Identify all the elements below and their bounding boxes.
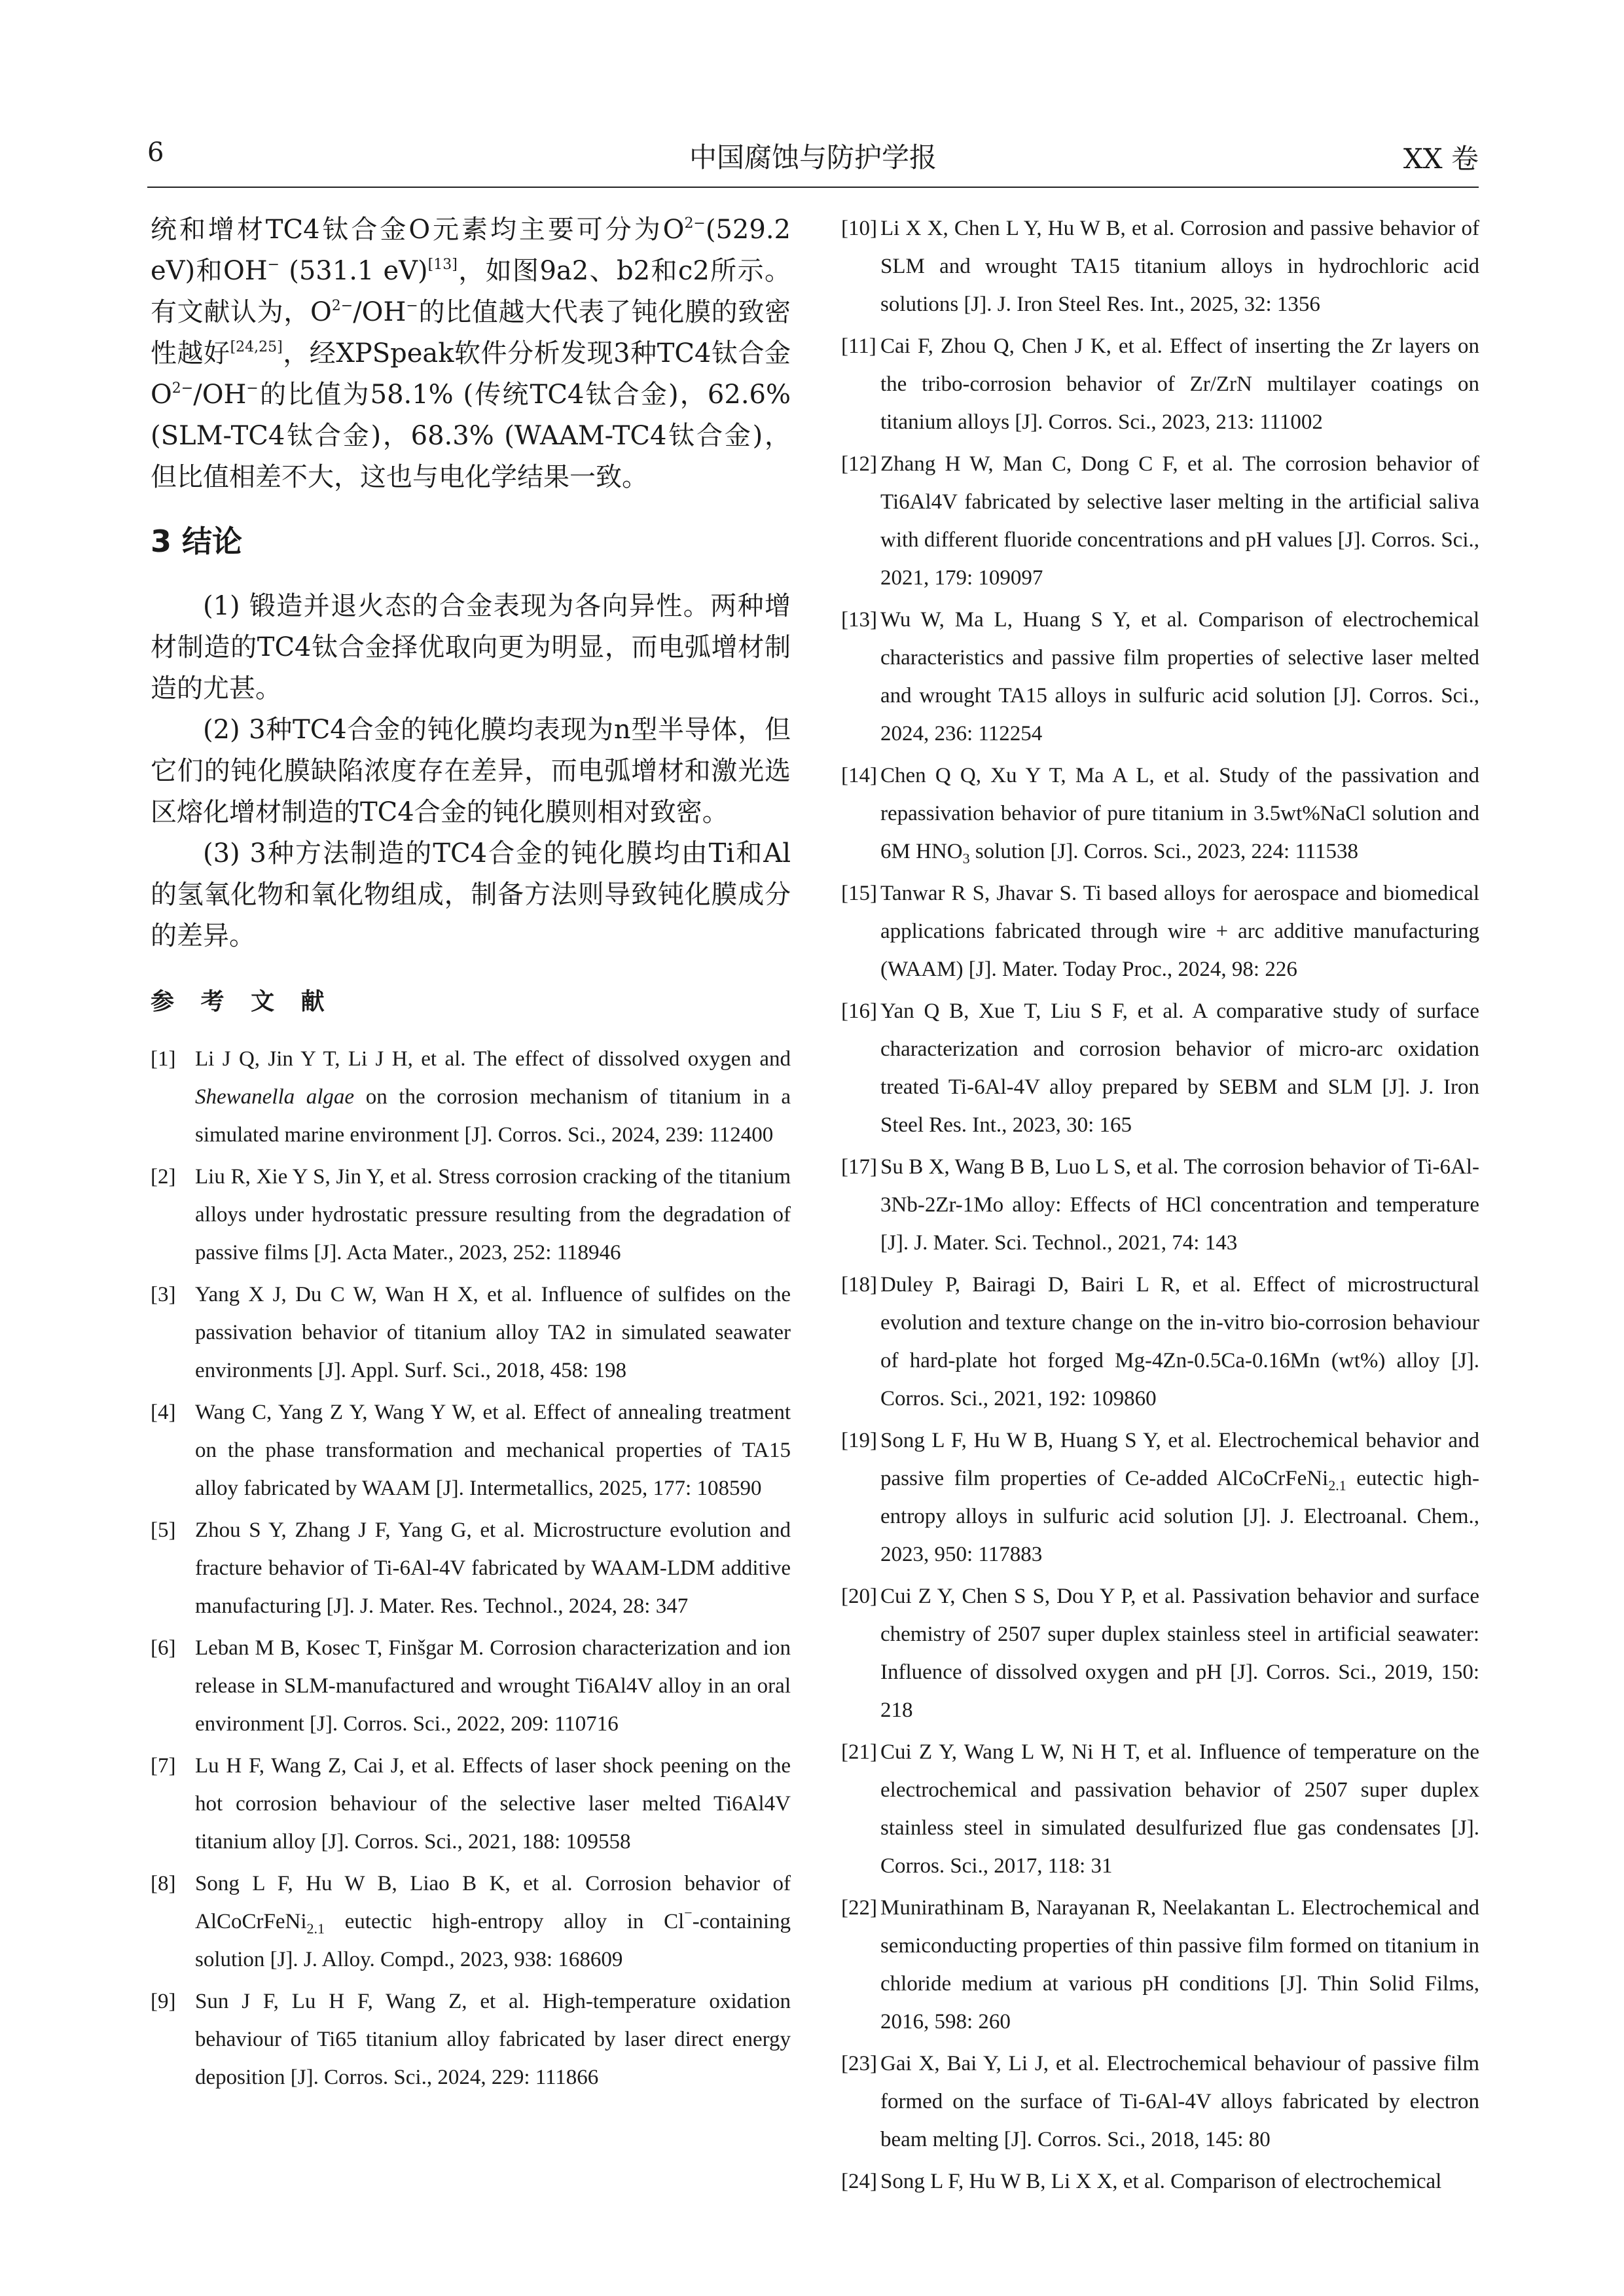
reference-item: [21] Cui Z Y, Wang L W, Ni H T, et al. Influence of temperature on the electrochemical and passivation behavior of 2507 super duplex stainless steel in simulated desulfurized flue gas condensates [J]. Corros. Sci., 2017, 118: 31 [841,1740,1479,1878]
reference-item: [3] Yang X J, Du C W, Wan H X, et al. Influence of sulfides on the passivation behavior of titanium alloy TA2 in simulated seawater environments [J]. Appl. Surf. Sci., 2018, 458: 198 [151,1283,791,1382]
reference-item: [12] Zhang H W, Man C, Dong C F, et al. The corrosion behavior of Ti6Al4V fabricated by selective laser melting in the artificial saliva with different fluoride concentrations and pH values [J]. Corros. Sci., 2021, 179: 109097 [841,452,1479,590]
reference-item: [10] Li X X, Chen L Y, Hu W B, et al. Corrosion and passive behavior of SLM and wrought TA15 titanium alloys in hydrochloric acid solutions [J]. J. Iron Steel Res. Int., 2025, 32: 1356 [841,217,1479,316]
right-column [841,209,1479,2204]
reference-item: [4] Wang C, Yang Z Y, Wang Y W, et al. Effect of annealing treatment on the phase transformation and mechanical properties of TA15 alloy fabricated by WAAM [J]. Intermetallics, 2025, 177: 108590 [151,1401,791,1500]
header-rule [147,187,1479,188]
reference-item: [7] Lu H F, Wang Z, Cai J, et al. Effects of laser shock peening on the hot corrosion behaviour of the selective laser melted Ti6Al4V titanium alloy [J]. Corros. Sci., 2021, 188: 109558 [151,1754,791,1854]
left-column [151,209,791,2100]
reference-item: [17] Su B X, Wang B B, Luo L S, et al. The corrosion behavior of Ti-6Al-3Nb-2Zr-1Mo alloy: Effects of HCl concentration and temperature [J]. J. Mater. Sci. Technol., 2021, 74: 143 [841,1155,1479,1255]
section-title: 3 结论 [151,524,243,559]
reference-item: [2] Liu R, Xie Y S, Jin Y, et al. Stress corrosion cracking of the titanium alloys under hydrostatic pressure resulting from the degradation of passive films [J]. Acta Mater., 2023, 252: 118946 [151,1165,791,1265]
reference-item: [5] Zhou S Y, Zhang J F, Yang G, et al. Microstructure evolution and fracture behavior of Ti-6Al-4V fabricated by WAAM-LDM additive manufacturing [J]. J. Mater. Res. Technol., 2024, 28: 347 [151,1518,791,1618]
reference-item: [24] Song L F, Hu W B, Li X X, et al. Comparison of electrochemical [841,2170,1442,2193]
page-header [147,131,1479,183]
page-number: 6 [147,137,164,168]
reference-item: [19] Song L F, Hu W B, Huang S Y, et al. Electrochemical behavior and passive film properties of Ce-added AlCoCrFeNi$_{2.1}$ eutectic high-entropy alloys in sulfuric acid solution [J]. J. Electroanal. Chem., 2023, 950: 117883 [841,1429,1479,1566]
conclusion-item: (2) 3种TC4合金的钝化膜均表现为n型半导体，但它们的钝化膜缺陷浓度存在差异，而电弧增材和激光选区熔化增材制造的TC4合金的钝化膜则相对致密。 [151,715,791,827]
reference-item: [23] Gai X, Bai Y, Li J, et al. Electrochemical behaviour of passive film formed on the surface of Ti-6Al-4V alloys fabricated by electron beam melting [J]. Corros. Sci., 2018, 145: 80 [841,2052,1479,2151]
reference-item: [15] Tanwar R S, Jhavar S. Ti based alloys for aerospace and biomedical applications fabricated through wire + arc additive manufacturing (WAAM) [J]. Mater. Today Proc., 2024, 98: 226 [841,882,1479,981]
reference-item: [9] Sun J F, Lu H F, Wang Z, et al. High-temperature oxidation behaviour of Ti65 titanium alloy fabricated by laser direct energy deposition [J]. Corros. Sci., 2024, 229: 111866 [151,1990,791,2089]
body-paragraph-xps: 统和增材TC4钛合金O元素均主要可分为$O^{2-}(529.2$ eV)和OH− (531.1 eV)[13]，如图9a2、b2和c2所示。有文献认为，$O^{2-}/OH^-$的比值越大代表了钝化膜的致密性越好[24,25]，经XPSpeak软件分析发现3种TC4钛合金$O^{2-}/OH^-$的比值为58.1% (传统TC4钛合金)，62.6% (SLM-TC4钛合金)，68.3% (WAAM-TC4钛合金)，但比值相差不大，这也与电化学结果一致。 [151,215,791,492]
reference-item: [6] Leban M B, Kosec T, Finšgar M. Corrosion characterization and ion release in SLM-manufactured and wrought Ti6Al4V alloy in an oral environment [J]. Corros. Sci., 2022, 209: 110716 [151,1636,791,1736]
conclusion-item: (3) 3种方法制造的TC4合金的钝化膜均由Ti和Al的氢氧化物和氧化物组成，制备方法则导致钝化膜成分的差异。 [151,838,791,951]
reference-item: [22] Munirathinam B, Narayanan R, Neelakantan L. Electrochemical and semiconducting properties of thin passive film formed on titanium in chloride medium at various pH conditions [J]. Thin Solid Films, 2016, 598: 260 [841,1896,1479,2034]
journal-title: 中国腐蚀与防护学报 [689,141,937,173]
reference-item: [1] Li J Q, Jin Y T, Li J H, et al. The effect of dissolved oxygen and Shewanella algae on the corrosion mechanism of titanium in a simulated marine environment [J]. Corros. Sci., 2024, 239: 112400 [151,1047,791,1147]
conclusion-item: (1) 锻造并退火态的合金表现为各向异性。两种增材制造的TC4钛合金择优取向更为明显，而电弧增材制造的尤甚。 [151,591,791,704]
reference-item: [8] Song L F, Hu W B, Liao B K, et al. Corrosion behavior of AlCoCrFeNi$_{2.1}$ eutectic high-entropy alloy in Cl−-containing solution [J]. J. Alloy. Compd., 2023, 938: 168609 [151,1872,791,1971]
reference-item: [14] Chen Q Q, Xu Y T, Ma A L, et al. Study of the passivation and repassivation behavior of pure titanium in 3.5wt%NaCl solution and 6M $HNO_3$ solution [J]. Corros. Sci., 2023, 224: 111538 [841,764,1479,867]
reference-item: [11] Cai F, Zhou Q, Chen J K, et al. Effect of inserting the Zr layers on the tribo-corrosion behavior of Zr/ZrN multilayer coatings on titanium alloys [J]. Corros. Sci., 2023, 213: 111002 [841,334,1479,434]
reference-item: [20] Cui Z Y, Chen S S, Dou Y P, et al. Passivation behavior and surface chemistry of 2507 super duplex stainless steel in artificial seawater: Influence of dissolved oxygen and pH [J]. Corros. Sci., 2019, 150: 218 [841,1585,1479,1722]
reference-item: [16] Yan Q B, Xue T, Liu S F, et al. A comparative study of surface characterization and corrosion behavior of micro-arc oxidation treated Ti-6Al-4V alloy prepared by SEBM and SLM [J]. J. Iron Steel Res. Int., 2023, 30: 165 [841,999,1479,1137]
volume-label: XX 卷 [1403,143,1479,175]
reference-item: [18] Duley P, Bairagi D, Bairi L R, et al. Effect of microstructural evolution and texture change on the in-vitro bio-corrosion behaviour of hard-plate hot forged Mg-4Zn-0.5Ca-0.16Mn (wt%) alloy [J]. Corros. Sci., 2021, 192: 109860 [841,1273,1479,1410]
reference-item: [13] Wu W, Ma L, Huang S Y, et al. Comparison of electrochemical characteristics and passive film properties of selective laser melted and wrought TA15 alloys in sulfuric acid solution [J]. Corros. Sci., 2024, 236: 112254 [841,608,1479,745]
references-heading: 参 考 文 献 [151,988,334,1015]
